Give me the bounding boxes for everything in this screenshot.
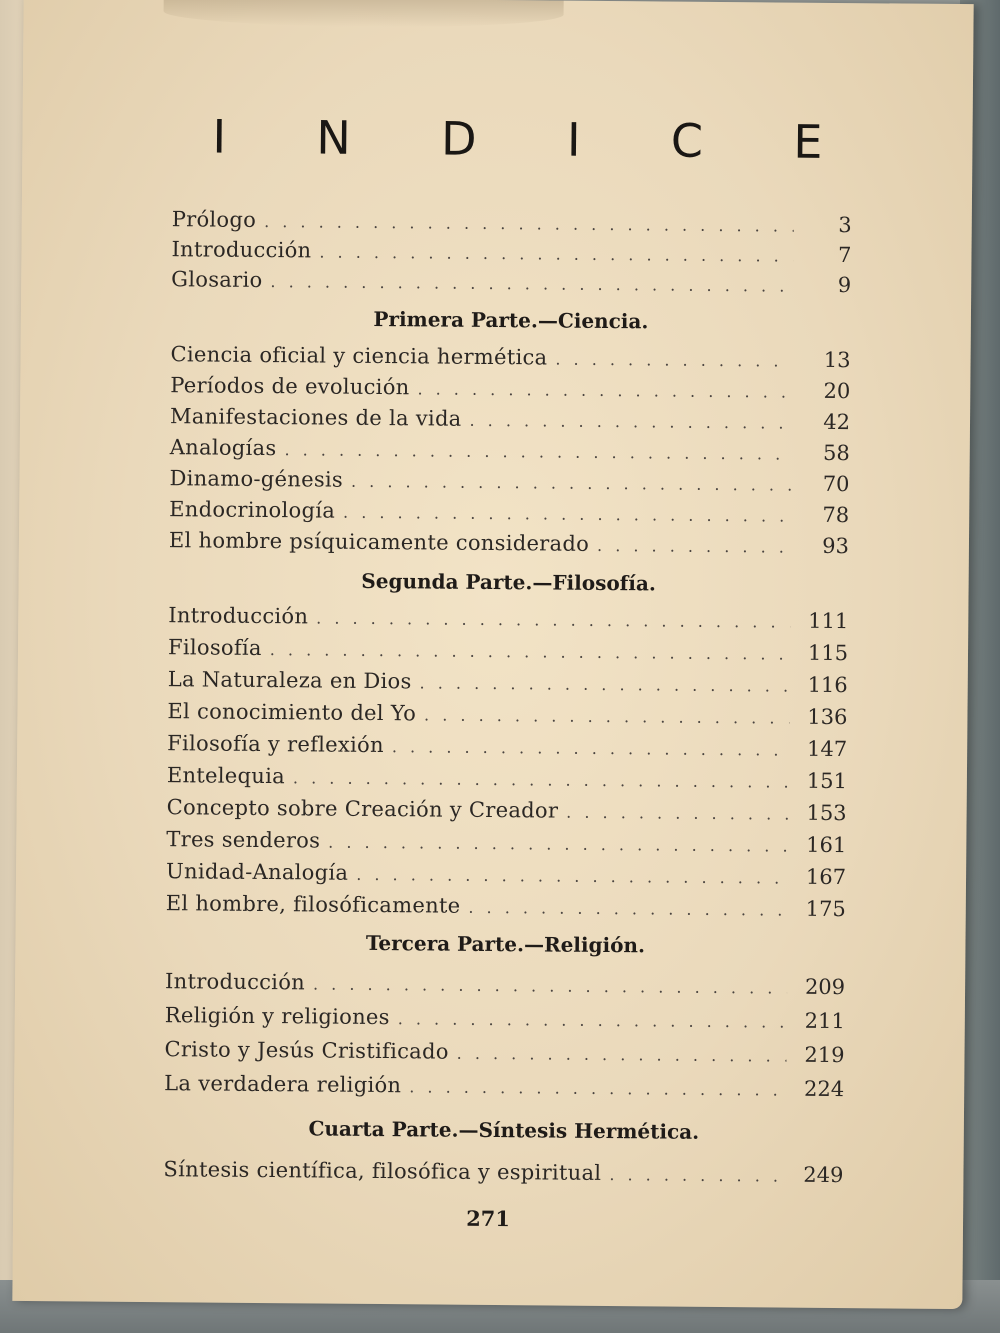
toc-entry-title: Introducción — [168, 603, 309, 629]
title-letter: I — [212, 109, 227, 164]
toc-entry-page: 211 — [804, 1008, 845, 1034]
toc-entry-page: 136 — [807, 704, 848, 730]
toc-entry — [169, 466, 849, 500]
dot-leader — [417, 379, 792, 401]
page-title — [212, 110, 822, 169]
dot-leader — [469, 411, 792, 433]
dot-leader — [566, 803, 789, 824]
toc-entry — [166, 795, 846, 829]
toc-entry-title: La verdadera religión — [164, 1071, 402, 1098]
toc-entry — [168, 635, 848, 669]
toc-entry-title: Introducción — [165, 969, 306, 995]
section-heading: Cuarta Parte.—Síntesis Hermética. — [308, 1116, 700, 1144]
toc-entry-title: Filosofía — [167, 635, 262, 660]
toc-entry — [163, 1157, 843, 1191]
dot-leader — [597, 536, 791, 557]
toc-entry — [166, 827, 846, 861]
toc-entry — [171, 237, 851, 271]
dot-leader — [356, 865, 788, 888]
toc-entry-page: 3 — [838, 212, 852, 238]
toc-entry-title: Manifestaciones de la vida — [169, 404, 462, 431]
toc-entry-page: 20 — [823, 378, 851, 404]
toc-entry-title: Entelequia — [166, 763, 286, 789]
dot-leader — [424, 705, 789, 727]
toc-entry-title: Unidad-Analogía — [165, 859, 349, 885]
dot-leader — [392, 737, 789, 759]
toc-entry-page: 151 — [806, 768, 847, 794]
section-heading: Tercera Parte.—Religión. — [365, 930, 646, 958]
toc-entry-page: 115 — [807, 640, 849, 666]
dot-leader — [468, 898, 788, 920]
toc-entry-page: 111 — [808, 608, 849, 634]
toc-entry — [169, 497, 849, 531]
toc-entry — [165, 969, 845, 1003]
toc-entry-page: 175 — [805, 896, 846, 922]
dot-leader — [270, 640, 790, 664]
toc-entry-page: 7 — [838, 242, 852, 268]
toc-entry — [170, 342, 850, 376]
toc-entry-page: 116 — [807, 672, 848, 698]
toc-entry — [171, 267, 851, 301]
toc-entry — [168, 667, 848, 701]
toc-entry — [167, 763, 847, 797]
dot-leader — [351, 472, 792, 495]
toc-entry — [164, 1071, 844, 1105]
toc-entry-title: Síntesis científica, filosófica y espiritual — [163, 1157, 602, 1185]
table-of-contents — [163, 197, 862, 1188]
dot-leader — [420, 673, 790, 695]
toc-entry-page: 224 — [804, 1076, 845, 1102]
toc-entry-title: Cristo y Jesús Cristificado — [164, 1037, 449, 1064]
title-letter: E — [793, 114, 823, 169]
dot-leader — [293, 768, 789, 791]
toc-entry-page: 93 — [822, 533, 850, 559]
toc-entry-title: Tres senderos — [166, 827, 321, 853]
toc-entry-title: El hombre, filosóficamente — [165, 891, 461, 918]
dot-leader — [264, 212, 794, 236]
toc-entry — [167, 699, 847, 733]
toc-entry-page: 13 — [823, 347, 851, 373]
toc-entry-title: Endocrinología — [169, 497, 336, 523]
toc-entry — [166, 859, 846, 893]
toc-entry — [172, 207, 852, 241]
toc-entry-title: Ciencia oficial y ciencia hermética — [170, 342, 548, 370]
toc-entry-title: Introducción — [171, 237, 312, 263]
toc-entry-page: 209 — [804, 974, 846, 1000]
dot-leader — [284, 440, 791, 463]
dot-leader — [555, 350, 792, 371]
toc-entry-page: 9 — [837, 272, 852, 298]
toc-entry — [170, 373, 850, 407]
toc-entry-page: 58 — [822, 440, 850, 466]
book-page — [12, 0, 973, 1309]
toc-entry-title: Religión y religiones — [164, 1003, 390, 1030]
toc-entry — [170, 435, 850, 469]
title-letter: N — [316, 110, 352, 165]
toc-entry-title: Períodos de evolución — [170, 373, 410, 400]
toc-entry — [167, 731, 847, 765]
toc-entry-page: 161 — [806, 832, 847, 858]
toc-entry-page: 167 — [805, 864, 847, 890]
toc-entry-title: Glosario — [171, 267, 263, 292]
toc-entry-title: Analogías — [169, 435, 277, 461]
toc-entry-page: 70 — [822, 471, 850, 497]
dot-leader — [343, 503, 791, 526]
toc-entry-page: 78 — [822, 502, 850, 528]
toc-entry — [164, 1037, 844, 1071]
dot-leader — [313, 974, 787, 997]
title-letter: I — [566, 112, 581, 167]
toc-entry-page: 147 — [806, 736, 848, 762]
toc-entry-title: Concepto sobre Creación y Creador — [166, 795, 559, 823]
toc-entry-page: 42 — [823, 409, 851, 435]
dot-leader — [328, 833, 788, 856]
toc-entry-title: Dinamo-génesis — [169, 466, 344, 492]
dot-leader — [457, 1044, 787, 1066]
title-letter: C — [670, 113, 704, 168]
toc-entry-title: Filosofía y reflexión — [167, 731, 384, 758]
toc-entry-title: El hombre psíquicamente considerado — [168, 528, 590, 556]
dot-leader — [409, 1077, 786, 1099]
dot-leader — [316, 608, 790, 631]
page-number: 271 — [466, 1205, 511, 1232]
toc-entry — [166, 891, 846, 925]
page-shadow — [163, 0, 563, 29]
section-heading: Segunda Parte.—Filosofía. — [361, 568, 656, 596]
dot-leader — [609, 1165, 785, 1186]
toc-entry — [168, 603, 848, 637]
toc-entry — [165, 1003, 845, 1037]
toc-entry-title: Prólogo — [171, 207, 257, 232]
dot-leader — [270, 272, 793, 296]
toc-entry-page: 219 — [804, 1042, 845, 1068]
dot-leader — [319, 242, 793, 265]
toc-entry-page: 249 — [803, 1162, 844, 1188]
toc-entry — [169, 528, 849, 562]
toc-entry-title: El conocimiento del Yo — [167, 699, 417, 726]
section-heading: Primera Parte.—Ciencia. — [373, 306, 649, 334]
toc-entry — [170, 404, 850, 438]
title-letter: D — [440, 111, 477, 166]
dot-leader — [398, 1009, 787, 1031]
toc-entry-title: La Naturaleza en Dios — [167, 667, 412, 694]
toc-entry-page: 153 — [806, 800, 847, 826]
